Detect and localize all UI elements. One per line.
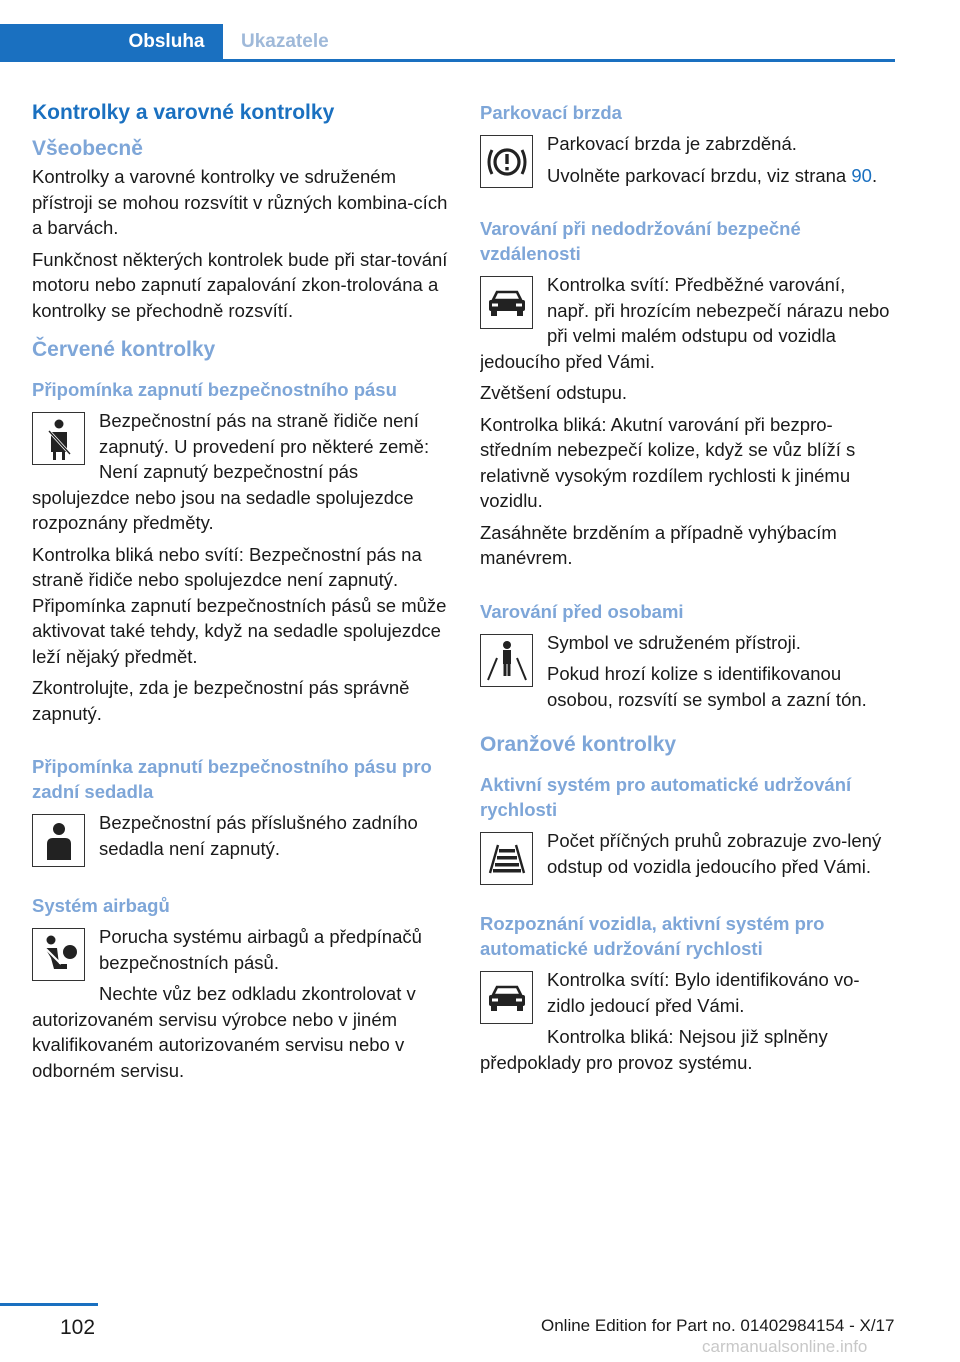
- acc-heading: Aktivní systém pro automatické udržování rychlosti: [480, 774, 852, 820]
- airbag-heading: Systém airbagů: [32, 895, 170, 916]
- distance-bars-icon: [480, 832, 533, 885]
- page-title: Kontrolky a varovné kontrolky: [32, 101, 335, 124]
- parking-paragraph-1: Parkovací brzda je zabrzděná.: [547, 133, 797, 154]
- pedestrian-warning-entry: [480, 630, 890, 719]
- pedestrian-icon: [480, 634, 533, 687]
- distance-paragraph-4: Zasáhněte brzděním a případně vyhýbacím manévrem.: [480, 521, 837, 568]
- belt-reminder-heading: Připomínka zapnutí bezpečnostního pásu: [32, 379, 397, 400]
- red-lights-heading: Červené kontrolky: [32, 338, 216, 361]
- acc-paragraph-1: Počet příčných pruhů zobrazuje zvo-lený odstup od vozidla jedoucího před Vámi.: [547, 830, 882, 877]
- top-tab-bar: [0, 24, 895, 62]
- tab-ukazatele[interactable]: [223, 24, 383, 60]
- general-heading: Všeobecně: [32, 137, 143, 160]
- parking-brake-heading: Parkovací brzda: [480, 102, 622, 123]
- general-paragraph-2: Funkčnost některých kontrolek bude při star-tování motoru nebo zapnutí zapalování zkon-trolována a kontrolky se přechodně rozsvítí.: [32, 248, 448, 321]
- distance-warning-entry: [480, 272, 890, 380]
- distance-paragraph-3: Kontrolka bliká: Akutní varování při bezpro-středním nebezpečí kolize, když se vůz blíží s relativně vysokým rozdílem rychlosti k jinému vozidlu.: [480, 413, 856, 511]
- tab-obsluha-label: Obsluha: [128, 31, 205, 52]
- parking-ref-end: .: [871, 164, 878, 186]
- airbag-entry: [32, 924, 450, 1089]
- parking-ref-text: Uvolněte parkovací brzdu, viz strana: [547, 164, 852, 186]
- distance-paragraph-1: Kontrolka svítí: Předběžné varování, např. při hrozícím nebezpečí nárazu nebo při velmi malém odstupu od vozidla jedoucího před Vámi.: [480, 274, 890, 372]
- rear-belt-heading: Připomínka zapnutí bezpečnostního pásu pro zadní sedadla: [32, 756, 432, 802]
- edition-label: Online Edition for Part no. 01402984154 - X/17: [541, 1316, 895, 1335]
- page-90-link[interactable]: 90: [851, 164, 872, 186]
- airbag-paragraph-2: Nechte vůz bez odkladu zkontrolovat v autorizovaném servisu výrobce nebo v jiném kvalifikovaném autorizovaném servisu nebo v odborném servisu.: [32, 983, 416, 1081]
- parking-brake-entry: [480, 131, 890, 194]
- vehicle-paragraph-2: Kontrolka bliká: Nejsou již splněny předpoklady pro provoz systému.: [480, 1026, 828, 1073]
- car-front-icon: [480, 276, 533, 329]
- tab-underline: [0, 59, 895, 62]
- airbag-warning-icon: [32, 928, 85, 981]
- rear-seatbelt-icon: [32, 814, 85, 867]
- page-number: 102: [60, 1316, 96, 1339]
- vehicle-detection-heading: Rozpoznání vozidla, aktivní systém pro automatické udržování rychlosti: [480, 913, 825, 959]
- detected-car-icon: [480, 971, 533, 1024]
- vehicle-paragraph-1: Kontrolka svítí: Bylo identifikováno vo-zidlo jedoucí před Vámi.: [547, 969, 860, 1016]
- belt-reminder-entry: [32, 408, 450, 542]
- seatbelt-warning-icon: [32, 412, 85, 465]
- distance-warning-heading: Varování při nedodržování bezpečné vzdálenosti: [480, 218, 801, 264]
- pedestrian-paragraph-1: Symbol ve sdruženém přístroji.: [547, 631, 801, 653]
- tab-ukazatele-label: Ukazatele: [241, 31, 329, 52]
- acc-entry: [480, 828, 890, 889]
- rear-belt-paragraph: Bezpečnostní pás příslušného zadního sedadla není zapnutý.: [99, 812, 418, 859]
- belt-paragraph-2: Kontrolka bliká nebo svítí: Bezpečnostní pás na straně řidiče nebo spolujezdce není zapnutý. Připomínka zapnutí bezpečnostních pásů se může aktivovat také tehdy, když na sedadle spolujezdce leží nějaký předmět.: [32, 543, 447, 667]
- left-column: [32, 100, 450, 1089]
- parking-brake-icon: [480, 135, 533, 188]
- pedestrian-warning-heading: Varování před osobami: [480, 600, 684, 622]
- vehicle-detection-entry: [480, 967, 890, 1081]
- watermark: carmanualsonline.info: [702, 1337, 868, 1356]
- airbag-paragraph-1: Porucha systému airbagů a předpínačů bezpečnostních pásů.: [99, 926, 422, 973]
- right-column: [480, 100, 890, 1081]
- tab-obsluha[interactable]: [0, 24, 223, 60]
- footer-rule: [0, 1303, 98, 1306]
- parking-paragraph-2: [480, 163, 890, 189]
- pedestrian-paragraph-2: Pokud hrozí kolize s identifikovanou osobou, rozsvítí se symbol a zazní tón.: [547, 663, 867, 710]
- belt-paragraph-1: Bezpečnostní pás na straně řidiče není zapnutý. U provedení pro některé země: Není zapnutý bezpečnostní pás spolujezdce nebo jsou na sedadle spolujezdce rozpoznány předměty.: [32, 410, 430, 533]
- rear-belt-entry: [32, 810, 450, 871]
- orange-lights-heading: Oranžové kontrolky: [480, 733, 677, 756]
- belt-paragraph-3: Zkontrolujte, zda je bezpečnostní pás správně zapnutý.: [32, 677, 410, 724]
- distance-paragraph-2: Zvětšení odstupu.: [480, 382, 628, 403]
- general-paragraph-1: Kontrolky a varovné kontrolky ve sdruženém přístroji se mohou rozsvítit v různých kombina-cích a barvách.: [32, 166, 448, 238]
